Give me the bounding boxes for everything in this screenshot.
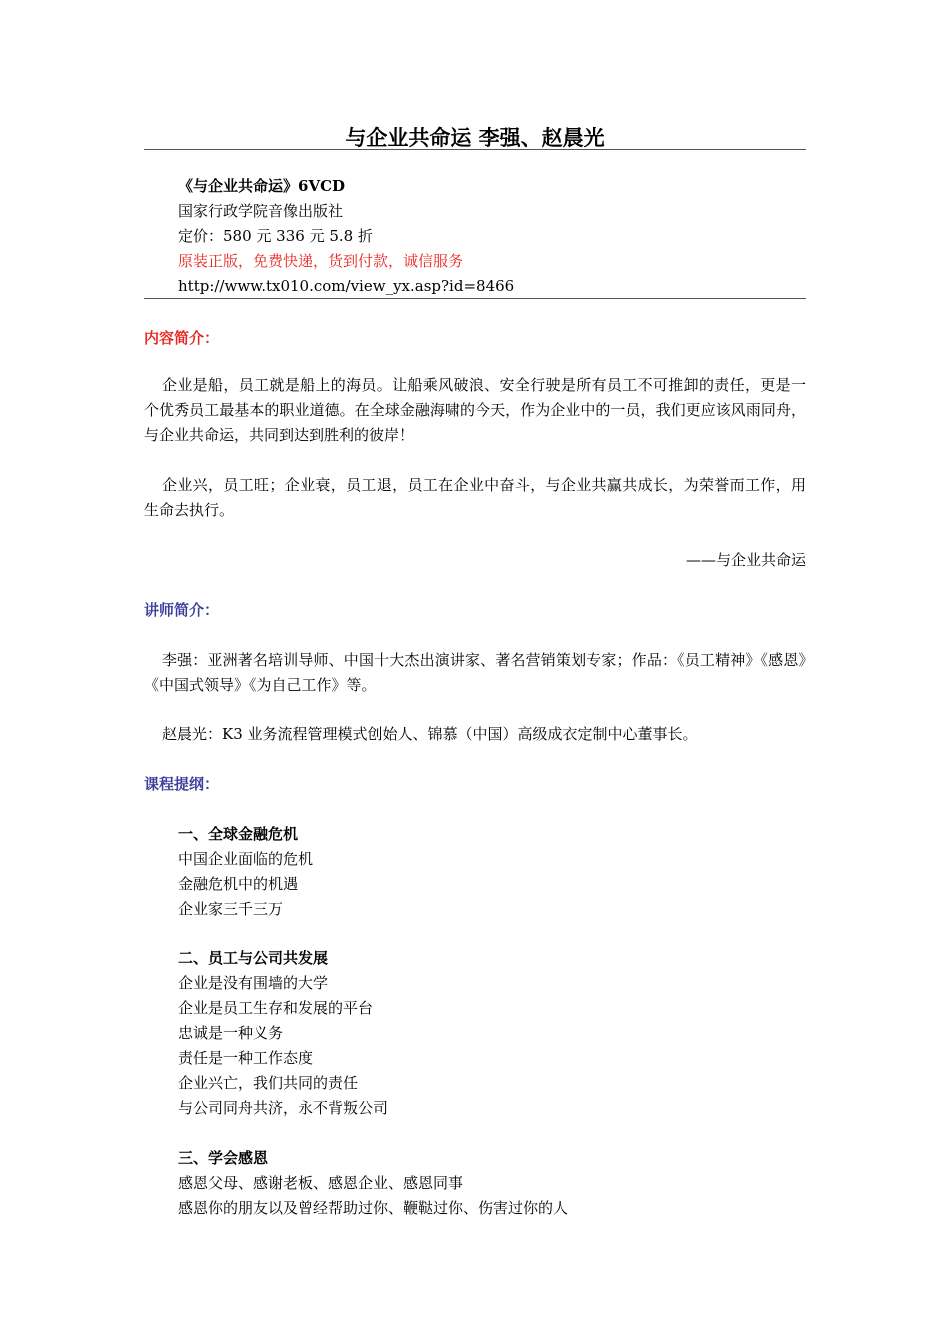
outline-item: 感恩你的朋友以及曾经帮助过你、鞭鞑过你、伤害过你的人	[178, 1199, 569, 1217]
outline-item: 金融危机中的机遇	[178, 875, 299, 893]
intro-paragraph-1: 企业是船，员工就是船上的海员。让船乘风破浪、安全行驶是所有员工不可推卸的责任，更是一个优秀员工最基本的职业道德。在全球金融海啸的今天，作为企业中的一员，我们更应该风雨同舟，与企业共命运，共同到达到胜利的彼岸！	[144, 376, 806, 444]
outline-item: 中国企业面临的危机	[178, 850, 314, 868]
product-link[interactable]: http://www.tx010.com/view_yx.asp?id=8466	[178, 277, 515, 295]
outline-item: 企业家三千三万	[178, 900, 284, 918]
outline-section-title: 一、全球金融危机	[178, 825, 299, 843]
product-name: 《与企业共命运》6VCD	[178, 177, 346, 195]
outline-item: 忠诚是一种义务	[178, 1024, 284, 1042]
product-publisher: 国家行政学院音像出版社	[178, 202, 344, 220]
product-promo: 原装正版，免费快递，货到付款，诚信服务	[178, 252, 464, 270]
outline-section-title: 三、学会感恩	[178, 1149, 269, 1167]
outline-section-title: 二、员工与公司共发展	[178, 949, 329, 967]
title-rule	[144, 149, 806, 150]
lecturer-li-qiang: 李强：亚洲著名培训导师、中国十大杰出演讲家、著名营销策划专家；作品：《员工精神》《感恩》《中国式领导》《为自己工作》等。	[144, 651, 806, 694]
outline-item: 企业是员工生存和发展的平台	[178, 999, 374, 1017]
page-title: 与企业共命运 李强、赵晨光	[345, 126, 605, 150]
intro-signature: ——与企业共命运	[685, 551, 806, 569]
outline-heading: 课程提纲：	[144, 775, 220, 793]
outline-item: 感恩父母、感谢老板、感恩企业、感恩同事	[178, 1174, 464, 1192]
product-rule	[144, 298, 806, 299]
product-price: 定价：580 元 336 元 5.8 折	[178, 227, 373, 245]
lecturers-heading: 讲师简介：	[144, 601, 220, 619]
intro-paragraph-2: 企业兴，员工旺；企业衰，员工退，员工在企业中奋斗，与企业共赢共成长，为荣誉而工作，用生命去执行。	[144, 476, 806, 519]
outline-item: 责任是一种工作态度	[178, 1049, 314, 1067]
outline-item: 与公司同舟共济，永不背叛公司	[178, 1099, 389, 1117]
outline-item: 企业兴亡，我们共同的责任	[178, 1074, 359, 1092]
intro-heading: 内容简介：	[144, 329, 220, 347]
outline-item: 企业是没有围墙的大学	[178, 974, 329, 992]
lecturer-zhao-chenguang: 赵晨光：K3 业务流程管理模式创始人、锦慕（中国）高级成衣定制中心董事长。	[162, 725, 698, 743]
